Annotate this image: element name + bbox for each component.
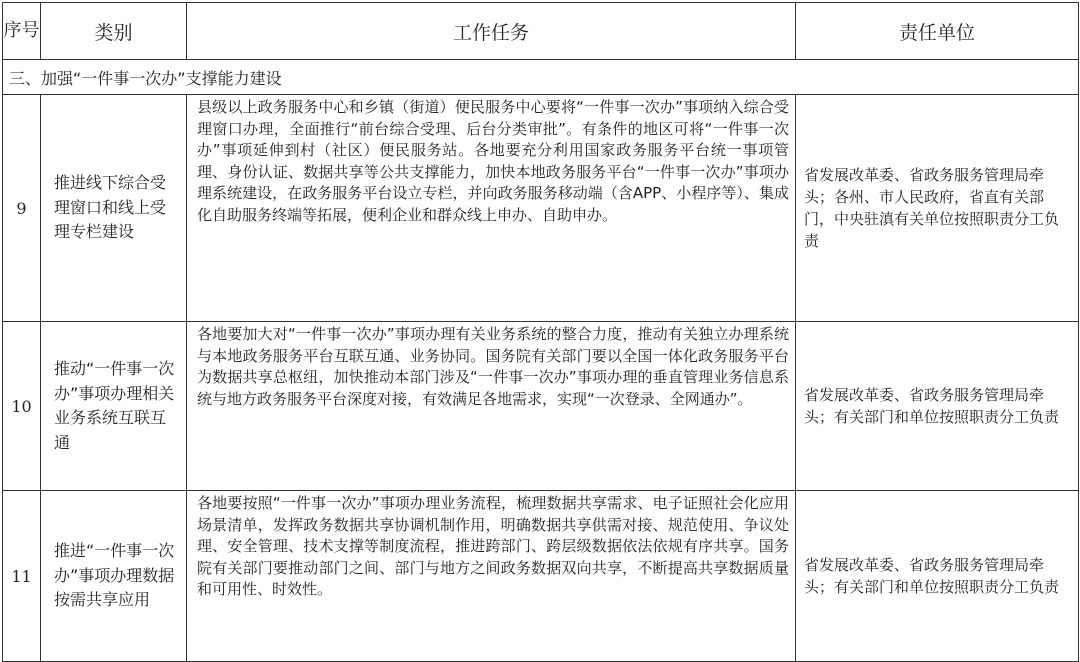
row-unit: 省发展改革委、省政务服务管理局牵头；有关部门和单位按照职责分工负责 bbox=[796, 491, 1079, 662]
row-number: 9 bbox=[3, 95, 41, 322]
row-task: 县级以上政务服务中心和乡镇（街道）便民服务中心要将“一件事一次办”事项纳入综合受理窗口办理，全面推行“前台综合受理、后台分类审批”。有条件的地区可将“一件事一次办”事项延伸到村（社区）便民服务站。各地要充分利用国家政务服务平台统一事项管理、身份认证、数据共享等公共支撑能力，加快本地政务服务平台“一件事一次办”事项办理系统建设，在政务服务平台设立专栏，并向政务服务移动端（含APP、小程序等）、集成化自助服务终端等拓展，便利企业和群众线上申办、自助申办。 bbox=[187, 95, 796, 322]
header-task: 工作任务 bbox=[187, 3, 796, 60]
table-row bbox=[3, 322, 1079, 491]
section-title: 三、加强“一件事一次办”支撑能力建设 bbox=[3, 60, 1079, 95]
row-number: 10 bbox=[3, 322, 41, 491]
task-table bbox=[2, 2, 1079, 662]
header-row bbox=[3, 3, 1079, 60]
table-row bbox=[3, 95, 1079, 322]
row-unit: 省发展改革委、省政务服务管理局牵头；各州、市人民政府，省直有关部门，中央驻滇有关单位按照职责分工负责 bbox=[796, 95, 1079, 322]
row-task: 各地要加大对“一件事一次办”事项办理有关业务系统的整合力度，推动有关独立办理系统与本地政务服务平台互联互通、业务协同。国务院有关部门要以全国一体化政务服务平台为数据共享总枢纽，加快推动本部门涉及“一件事一次办”事项办理的垂直管理业务信息系统与地方政务服务平台深度对接，有效满足各地需求，实现“一次登录、全网通办”。 bbox=[187, 322, 796, 491]
section-row bbox=[3, 60, 1079, 95]
row-category: 推进线下综合受理窗口和线上受理专栏建设 bbox=[41, 95, 187, 322]
table-row bbox=[3, 491, 1079, 662]
header-category: 类别 bbox=[41, 3, 187, 60]
row-task: 各地要按照“一件事一次办”事项办理业务流程，梳理数据共享需求、电子证照社会化应用场景清单，发挥政务数据共享协调机制作用，明确数据共享供需对接、规范使用、争议处理、安全管理、技术支撑等制度流程，推进跨部门、跨层级数据依法依规有序共享。国务院有关部门要推动部门之间、部门与地方之间政务数据双向共享，不断提高共享数据质量和可用性、时效性。 bbox=[187, 491, 796, 662]
row-category: 推进“一件事一次办”事项办理数据按需共享应用 bbox=[41, 491, 187, 662]
header-unit: 责任单位 bbox=[796, 3, 1079, 60]
row-unit: 省发展改革委、省政务服务管理局牵头；有关部门和单位按照职责分工负责 bbox=[796, 322, 1079, 491]
row-category: 推动“一件事一次办”事项办理相关业务系统互联互通 bbox=[41, 322, 187, 491]
row-number: 11 bbox=[3, 491, 41, 662]
header-seq: 序号 bbox=[3, 3, 41, 60]
